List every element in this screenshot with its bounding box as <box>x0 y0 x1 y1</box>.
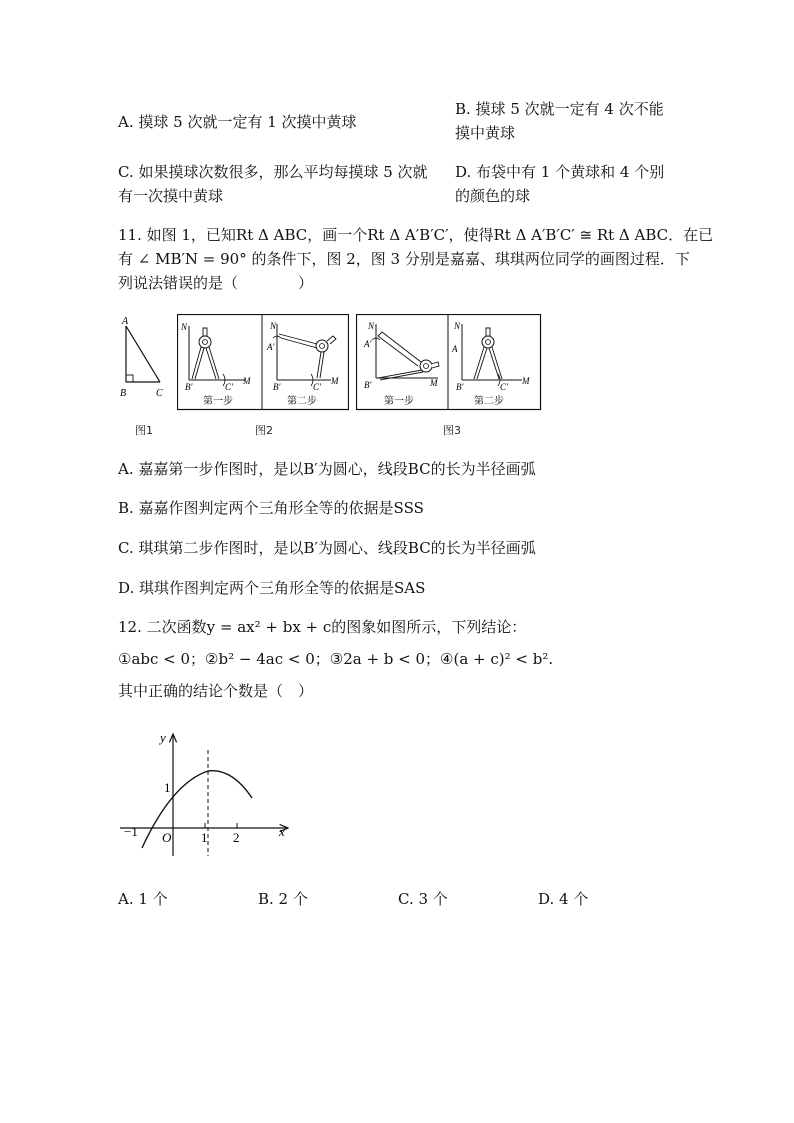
svg-text:B′: B′ <box>185 382 193 392</box>
q10-option-d-line1: D. 布袋中有 1 个黄球和 4 个别 <box>455 163 665 181</box>
q12-option-c: C. 3 个 <box>398 890 448 908</box>
figure-3-caption: 图3 <box>443 424 461 437</box>
svg-text:C′: C′ <box>500 382 508 392</box>
q12-option-a: A. 1 个 <box>118 890 168 908</box>
svg-text:A′: A′ <box>364 339 372 349</box>
figure-2-construction <box>177 314 349 411</box>
svg-text:O: O <box>162 830 172 845</box>
q11-option-d: D. 琪琪作图判定两个三角形全等的依据是SAS <box>118 579 426 597</box>
svg-text:N: N <box>181 322 188 332</box>
svg-text:第一步: 第一步 <box>384 396 414 407</box>
q10-option-b-line1: B. 摸球 5 次就一定有 4 次不能 <box>455 100 664 118</box>
figure-1-triangle <box>112 312 172 402</box>
figure-3-construction <box>356 314 542 411</box>
q11-stem-line1: 11. 如图 1，已知Rt Δ ABC，画一个Rt Δ A′B′C′，使得Rt Δ A′B′C′ ≅ Rt Δ ABC．在已 <box>118 226 714 244</box>
compass-icon <box>192 328 219 379</box>
q11-stem-line3: 列说法错误的是（ ） <box>118 274 314 292</box>
svg-text:N: N <box>454 321 461 331</box>
svg-text:y: y <box>160 730 166 745</box>
svg-text:x: x <box>279 824 285 839</box>
svg-text:第二步: 第二步 <box>287 396 317 407</box>
label-a: A <box>122 316 129 327</box>
compass-icon <box>474 328 502 379</box>
svg-text:B′: B′ <box>456 382 464 392</box>
svg-text:A′: A′ <box>267 342 275 352</box>
svg-text:C′: C′ <box>313 382 321 392</box>
q10-option-a: A. 摸球 5 次就一定有 1 次摸中黄球 <box>118 113 357 131</box>
q10-option-c-line2: 有一次摸中黄球 <box>118 187 224 205</box>
q10-option-c-line1: C. 如果摸球次数很多，那么平均每摸球 5 次就 <box>118 163 428 181</box>
q12-stem-line2: ①abc < 0；②b² − 4ac < 0；③2a + b < 0；④(a + c)² < b². <box>118 650 554 668</box>
svg-text:M: M <box>243 376 251 386</box>
q10-option-b-line2: 摸中黄球 <box>455 124 516 142</box>
compass-icon <box>279 334 336 378</box>
svg-text:2: 2 <box>233 830 240 845</box>
q11-option-b: B. 嘉嘉作图判定两个三角形全等的依据是SSS <box>118 499 424 517</box>
q12-option-d: D. 4 个 <box>538 890 589 908</box>
q12-stem-line1: 12. 二次函数y = ax² + bx + c的图象如图所示，下列结论： <box>118 618 527 636</box>
svg-text:1: 1 <box>201 830 208 845</box>
q11-stem-line2: 有 ∠ MB′N = 90° 的条件下，图 2，图 3 分别是嘉嘉、琪琪两位同学的画图过程．下 <box>118 250 690 268</box>
figure-1-caption: 图1 <box>135 424 153 437</box>
figure-2-caption: 图2 <box>255 424 273 437</box>
q11-option-a: A. 嘉嘉第一步作图时，是以B′为圆心，线段BC的长为半径画弧 <box>118 460 536 478</box>
svg-text:M: M <box>430 378 438 388</box>
svg-text:N: N <box>368 321 375 331</box>
svg-text:第一步: 第一步 <box>203 396 233 407</box>
svg-text:第二步: 第二步 <box>474 396 504 407</box>
svg-text:N: N <box>270 321 277 331</box>
q11-option-c: C. 琪琪第二步作图时，是以B′为圆心、线段BC的长为半径画弧 <box>118 539 536 557</box>
svg-text:1: 1 <box>164 780 171 795</box>
q12-stem-line3: 其中正确的结论个数是（ ） <box>118 682 314 700</box>
svg-text:M: M <box>522 376 530 386</box>
compass-icon <box>378 332 439 380</box>
label-b: B <box>120 388 127 399</box>
svg-text:M: M <box>331 376 339 386</box>
q10-option-d-line2: 的颜色的球 <box>455 187 531 205</box>
q12-option-b: B. 2 个 <box>258 890 308 908</box>
parabola-graph <box>112 728 297 860</box>
svg-text:B′: B′ <box>273 382 281 392</box>
svg-text:B′: B′ <box>364 380 372 390</box>
svg-text:−1: −1 <box>124 824 138 839</box>
label-c: C <box>156 388 163 399</box>
svg-text:A: A <box>452 344 458 354</box>
svg-text:C′: C′ <box>225 382 233 392</box>
